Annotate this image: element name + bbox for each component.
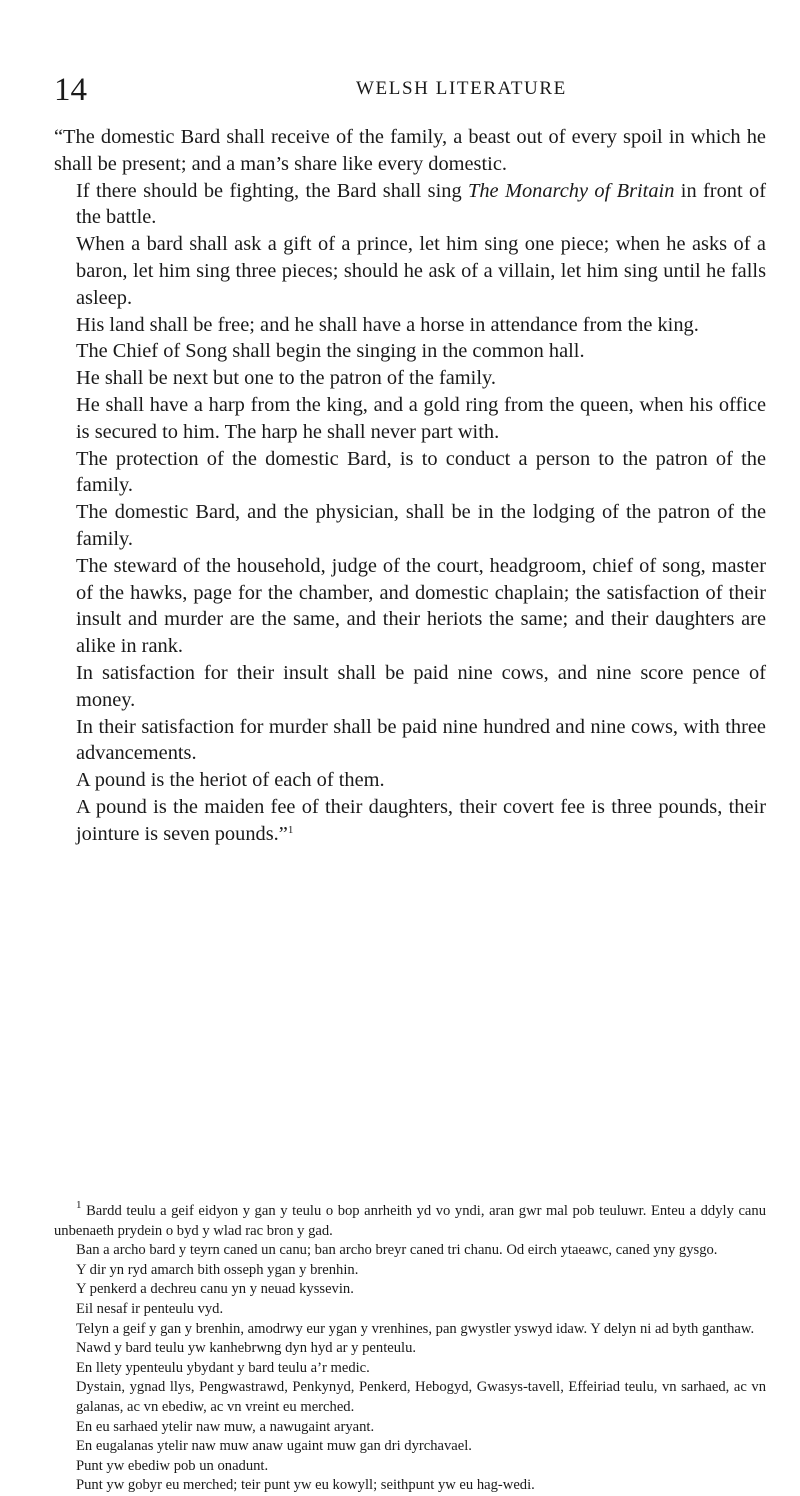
- footnote-line: Nawd y bard teulu yw kanhebrwng dyn hyd ar y penteulu.: [76, 1340, 417, 1357]
- paragraph-text: If there should be fighting, the Bard shall sing: [76, 179, 469, 202]
- footnote-line: En eugalanas ytelir naw muw anaw ugaint muw gan dri dyrchavael.: [76, 1438, 472, 1455]
- paragraph: The domestic Bard, and the physician, shall be in the lodging of the patron of the family.: [76, 501, 766, 550]
- footnote-line: Punt yw ebediw pob un onadunt.: [76, 1457, 269, 1474]
- main-text: [54, 124, 766, 848]
- page-number: 14: [54, 72, 87, 108]
- footnote-line: Dystain, ygnad llys, Pengwastrawd, Penkynyd, Penkerd, Hebogyd, Gwasys-tavell, Effeiriad teulu, vn sarhaed, ac vn galanas, ac vn ebediw, ac vn vreint eu merched.: [76, 1379, 766, 1415]
- footnote-reference[interactable]: 1: [287, 823, 294, 836]
- running-title: WELSH LITERATURE: [356, 78, 567, 99]
- paragraph-text: in front of the battle.: [76, 179, 767, 229]
- paragraph: In their satisfaction for murder shall be paid nine hundred and nine cows, with three advancements.: [76, 715, 766, 765]
- paragraph: In satisfaction for their insult shall be paid nine cows, and nine score pence of money.: [76, 661, 766, 711]
- footnote-line: Y dir yn ryd amarch bith osseph ygan y brenhin.: [76, 1261, 359, 1278]
- paragraph: He shall have a harp from the king, and a gold ring from the queen, when his office is secured to him. The harp he shall never part with.: [76, 393, 766, 443]
- footnote-text: Bardd teulu a geif eidyon y gan y teulu o bop anrheith yd vo yndi, aran gwr mal pob teuluwr. Enteu a ddyly canu unbenaeth prydein o byd y wlad rac bron y gad.: [54, 1203, 766, 1239]
- footnote-line: Ban a archo bard y teyrn caned un canu; ban archo breyr caned tri chanu. Od eirch ytaeawc, caned yny gysgo.: [76, 1242, 718, 1259]
- paragraph: [54, 178, 766, 232]
- paragraph: He shall be next but one to the patron of the family.: [76, 367, 496, 390]
- paragraph: His land shall be free; and he shall have a horse in attendance from the king.: [76, 313, 699, 336]
- footnote-line: En eu sarhaed ytelir naw muw, a nawugaint aryant.: [76, 1418, 375, 1435]
- footnote: [54, 1199, 766, 1496]
- footnote-line: En llety ypenteulu ybydant y bard teulu a’r medic.: [76, 1359, 370, 1376]
- paragraph: The Chief of Song shall begin the singing in the common hall.: [76, 340, 585, 363]
- footnote-line: [54, 1199, 766, 1241]
- paragraph: When a bard shall ask a gift of a prince, let him sing one piece; when he asks of a baron, let him sing three pieces; should he ask of a villain, let him sing until he falls asleep.: [76, 233, 766, 309]
- paragraph: [54, 794, 766, 848]
- paragraph: The steward of the household, judge of the court, headgroom, chief of song, master of the hawks, page for the chamber, and domestic chaplain; the satisfaction of their insult and murder are the same, and their heriots the same; and their daughters are alike in rank.: [76, 554, 766, 658]
- paragraph: A pound is the heriot of each of them.: [76, 769, 385, 792]
- footnote-marker: 1: [76, 1199, 82, 1211]
- paragraph: “The domestic Bard shall receive of the family, a beast out of every spoil in which he shall be present; and a man’s share like every domestic.: [54, 126, 766, 175]
- footnote-line: Punt yw gobyr eu merched; teir punt yw eu kowyll; seithpunt yw eu hag-wedi.: [76, 1477, 535, 1494]
- footnote-line: Telyn a geif y gan y brenhin, amodrwy eur ygan y vrenhines, pan gwystler yswyd idaw. Y delyn ni ad byth ganthaw.: [76, 1320, 755, 1337]
- footnote-line: Y penkerd a dechreu canu yn y neuad kyssevin.: [76, 1281, 354, 1298]
- song-title: The Monarchy of Britain: [468, 179, 675, 202]
- paragraph-text: A pound is the maiden fee of their daughters, their covert fee is three pounds, their jointure is seven pounds.”: [76, 795, 766, 845]
- page-header: [54, 72, 754, 112]
- paragraph: The protection of the domestic Bard, is to conduct a person to the patron of the family.: [76, 447, 766, 497]
- footnote-line: Eil nesaf ir penteulu vyd.: [76, 1300, 224, 1317]
